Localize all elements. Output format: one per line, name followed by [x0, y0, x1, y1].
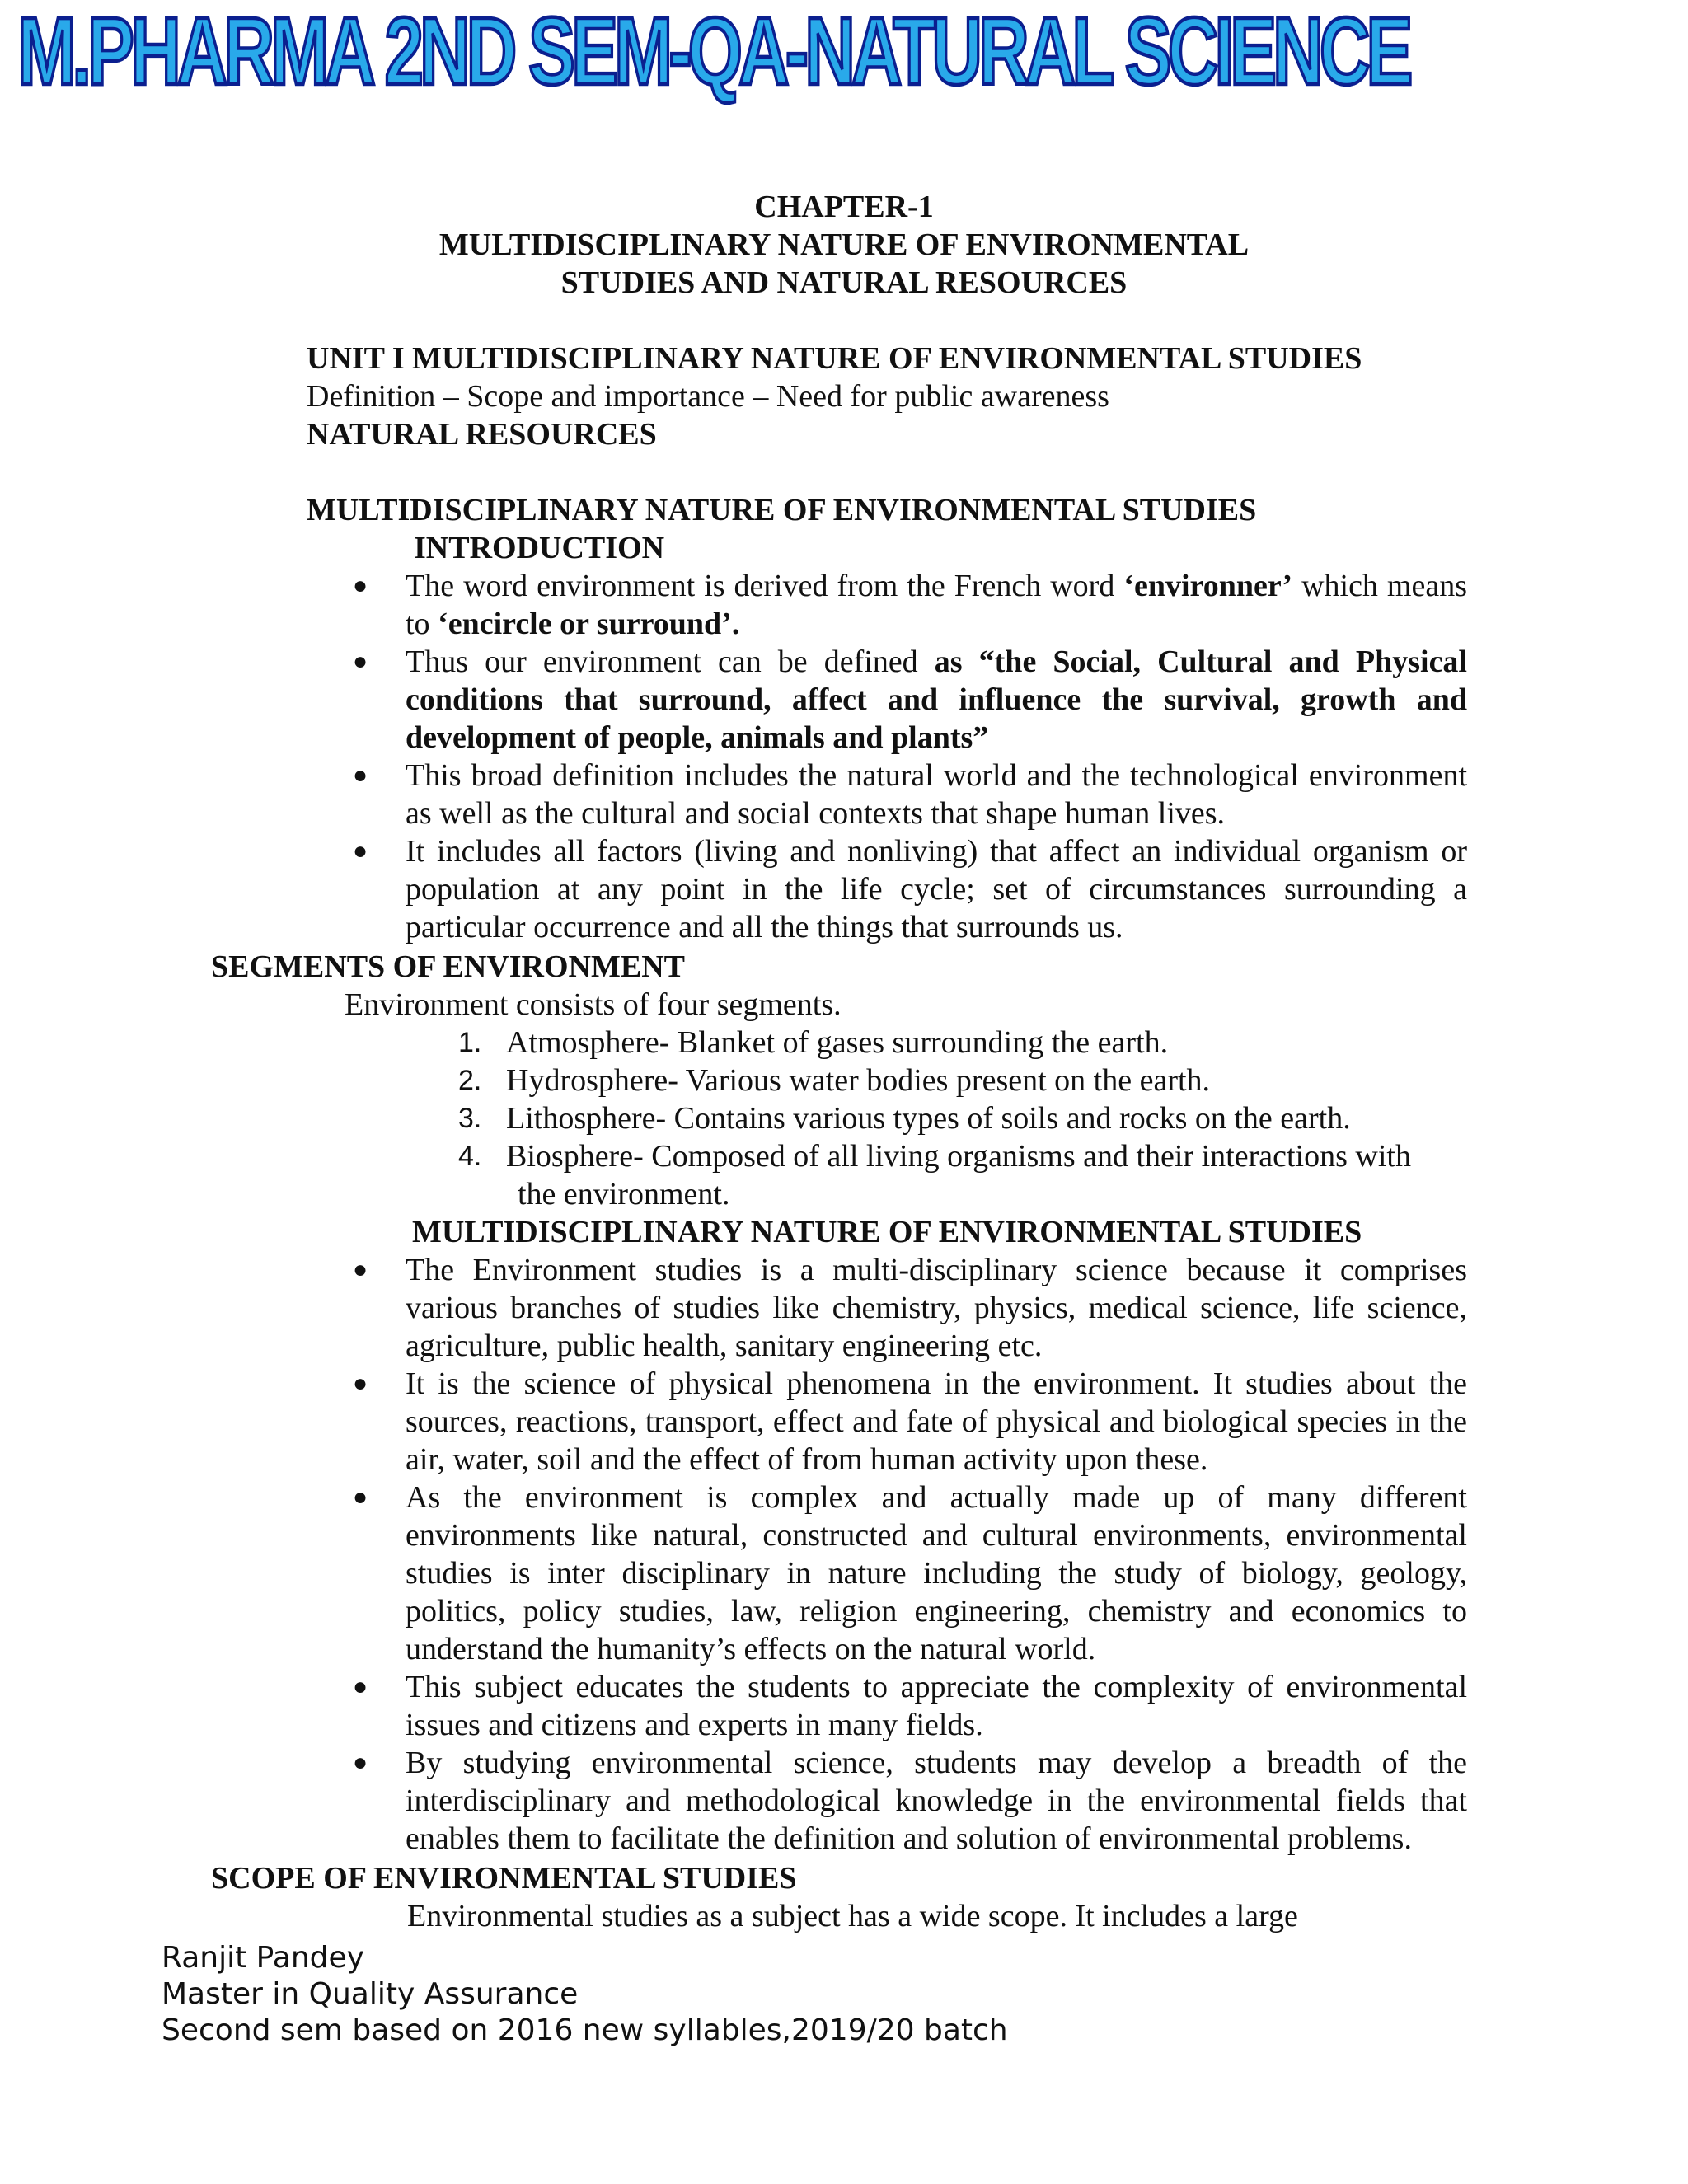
segments-intro: Environment consists of four segments. — [345, 987, 842, 1022]
bullet-icon: ● — [353, 572, 368, 599]
footer-degree: Master in Quality Assurance — [162, 1977, 579, 2011]
intro-bullet-4: It includes all factors (living and nonliving) that affect an individual organism or population at any point in the life cycle; set of circumstances surrounding a particular occurrence and all the things that surrounds us. — [406, 834, 1467, 944]
bullet-icon: ● — [353, 1749, 368, 1776]
segment-item-hydrosphere: Hydrosphere- Various water bodies present on the earth. — [506, 1063, 1211, 1098]
list-number: 4. — [458, 1141, 482, 1172]
banner-title — [16, 0, 1409, 105]
chapter-title-line1: MULTIDISCIPLINARY NATURE OF ENVIRONMENTAL — [438, 227, 1250, 262]
introduction-heading: INTRODUCTION — [414, 531, 665, 565]
bullet-icon: ● — [353, 648, 368, 675]
chapter-title-line2: STUDIES AND NATURAL RESOURCES — [560, 265, 1128, 300]
scope-text: Environmental studies as a subject has a wide scope. It includes a large — [407, 1899, 1298, 1933]
bullet-icon: ● — [353, 762, 368, 789]
bullet-icon: ● — [353, 1256, 368, 1283]
segments-heading: SEGMENTS OF ENVIRONMENT — [211, 949, 685, 984]
segment-item-atmosphere: Atmosphere- Blanket of gases surrounding the earth. — [506, 1025, 1169, 1060]
multi-bullet-5: By studying environmental science, students may develop a breadth of the interdisciplinary and methodological knowledge in the environmental fields that enables them to facilitate the definition and solution of environmental problems. — [406, 1746, 1467, 1856]
unit-heading: UNIT I MULTIDISCIPLINARY NATURE OF ENVIRONMENTAL STUDIES — [307, 341, 1362, 376]
multi-bullet-2: It is the science of physical phenomena in the environment. It studies about the sources, reactions, transport, effect and fate of physical and biological species in the air, water, soil and the effect of from human activity upon these. — [406, 1366, 1467, 1477]
chapter-number: CHAPTER-1 — [754, 190, 934, 224]
intro-bullet-3: This broad definition includes the natural world and the technological environment as well as the cultural and social contexts that shape human lives. — [406, 758, 1467, 831]
segment-item-biosphere-cont: the environment. — [518, 1177, 730, 1212]
multi-bullet-1: The Environment studies is a multi-disciplinary science because it comprises various branches of studies like chemistry, physics, medical science, life science, agriculture, public health, sanitary engineering etc. — [406, 1253, 1467, 1363]
multi-bullet-4: This subject educates the students to appreciate the complexity of environmental issues and citizens and experts in many fields. — [406, 1670, 1467, 1742]
bullet-icon: ● — [353, 837, 368, 865]
multi-bullet-3: As the environment is complex and actually made up of many different environments like natural, constructed and cultural environments, environmental studies is inter disciplinary in nature including the study of biology, geology, politics, policy studies, law, religion engineering, chemistry and economics to understand the humanity’s effects on the natural world. — [406, 1480, 1467, 1666]
segment-item-lithosphere: Lithosphere- Contains various types of soils and rocks on the earth. — [506, 1101, 1351, 1136]
bullet-icon: ● — [353, 1483, 368, 1511]
scope-heading: SCOPE OF ENVIRONMENTAL STUDIES — [211, 1861, 797, 1896]
bullet-icon: ● — [353, 1673, 368, 1700]
intro-bullet-2: Thus our environment can be defined as “the Social, Cultural and Physical conditions that surround, affect and influence the survival, growth and development of people, animals and plants” — [406, 644, 1467, 755]
list-number: 2. — [458, 1065, 482, 1096]
segment-item-biosphere: Biosphere- Composed of all living organisms and their interactions with — [506, 1139, 1411, 1174]
footer-author: Ranjit Pandey — [162, 1941, 364, 1975]
natural-resources-heading: NATURAL RESOURCES — [307, 417, 657, 452]
list-number: 3. — [458, 1103, 482, 1134]
banner-text: M.PHARMA 2ND SEM-QA-NATURAL SCIENCE — [16, 0, 1409, 105]
intro-bullet-1: The word environment is derived from the French word ‘environner’ which means to ‘encircle or surround’. — [406, 569, 1467, 641]
list-number: 1. — [458, 1027, 482, 1058]
bullet-icon: ● — [353, 1370, 368, 1397]
section1-heading: MULTIDISCIPLINARY NATURE OF ENVIRONMENTAL STUDIES — [307, 493, 1257, 527]
unit-topics: Definition – Scope and importance – Need for public awareness — [307, 379, 1109, 414]
footer-note: Second sem based on 2016 new syllables,2019/20 batch — [162, 2013, 1008, 2047]
section2-heading: MULTIDISCIPLINARY NATURE OF ENVIRONMENTAL STUDIES — [412, 1215, 1362, 1249]
